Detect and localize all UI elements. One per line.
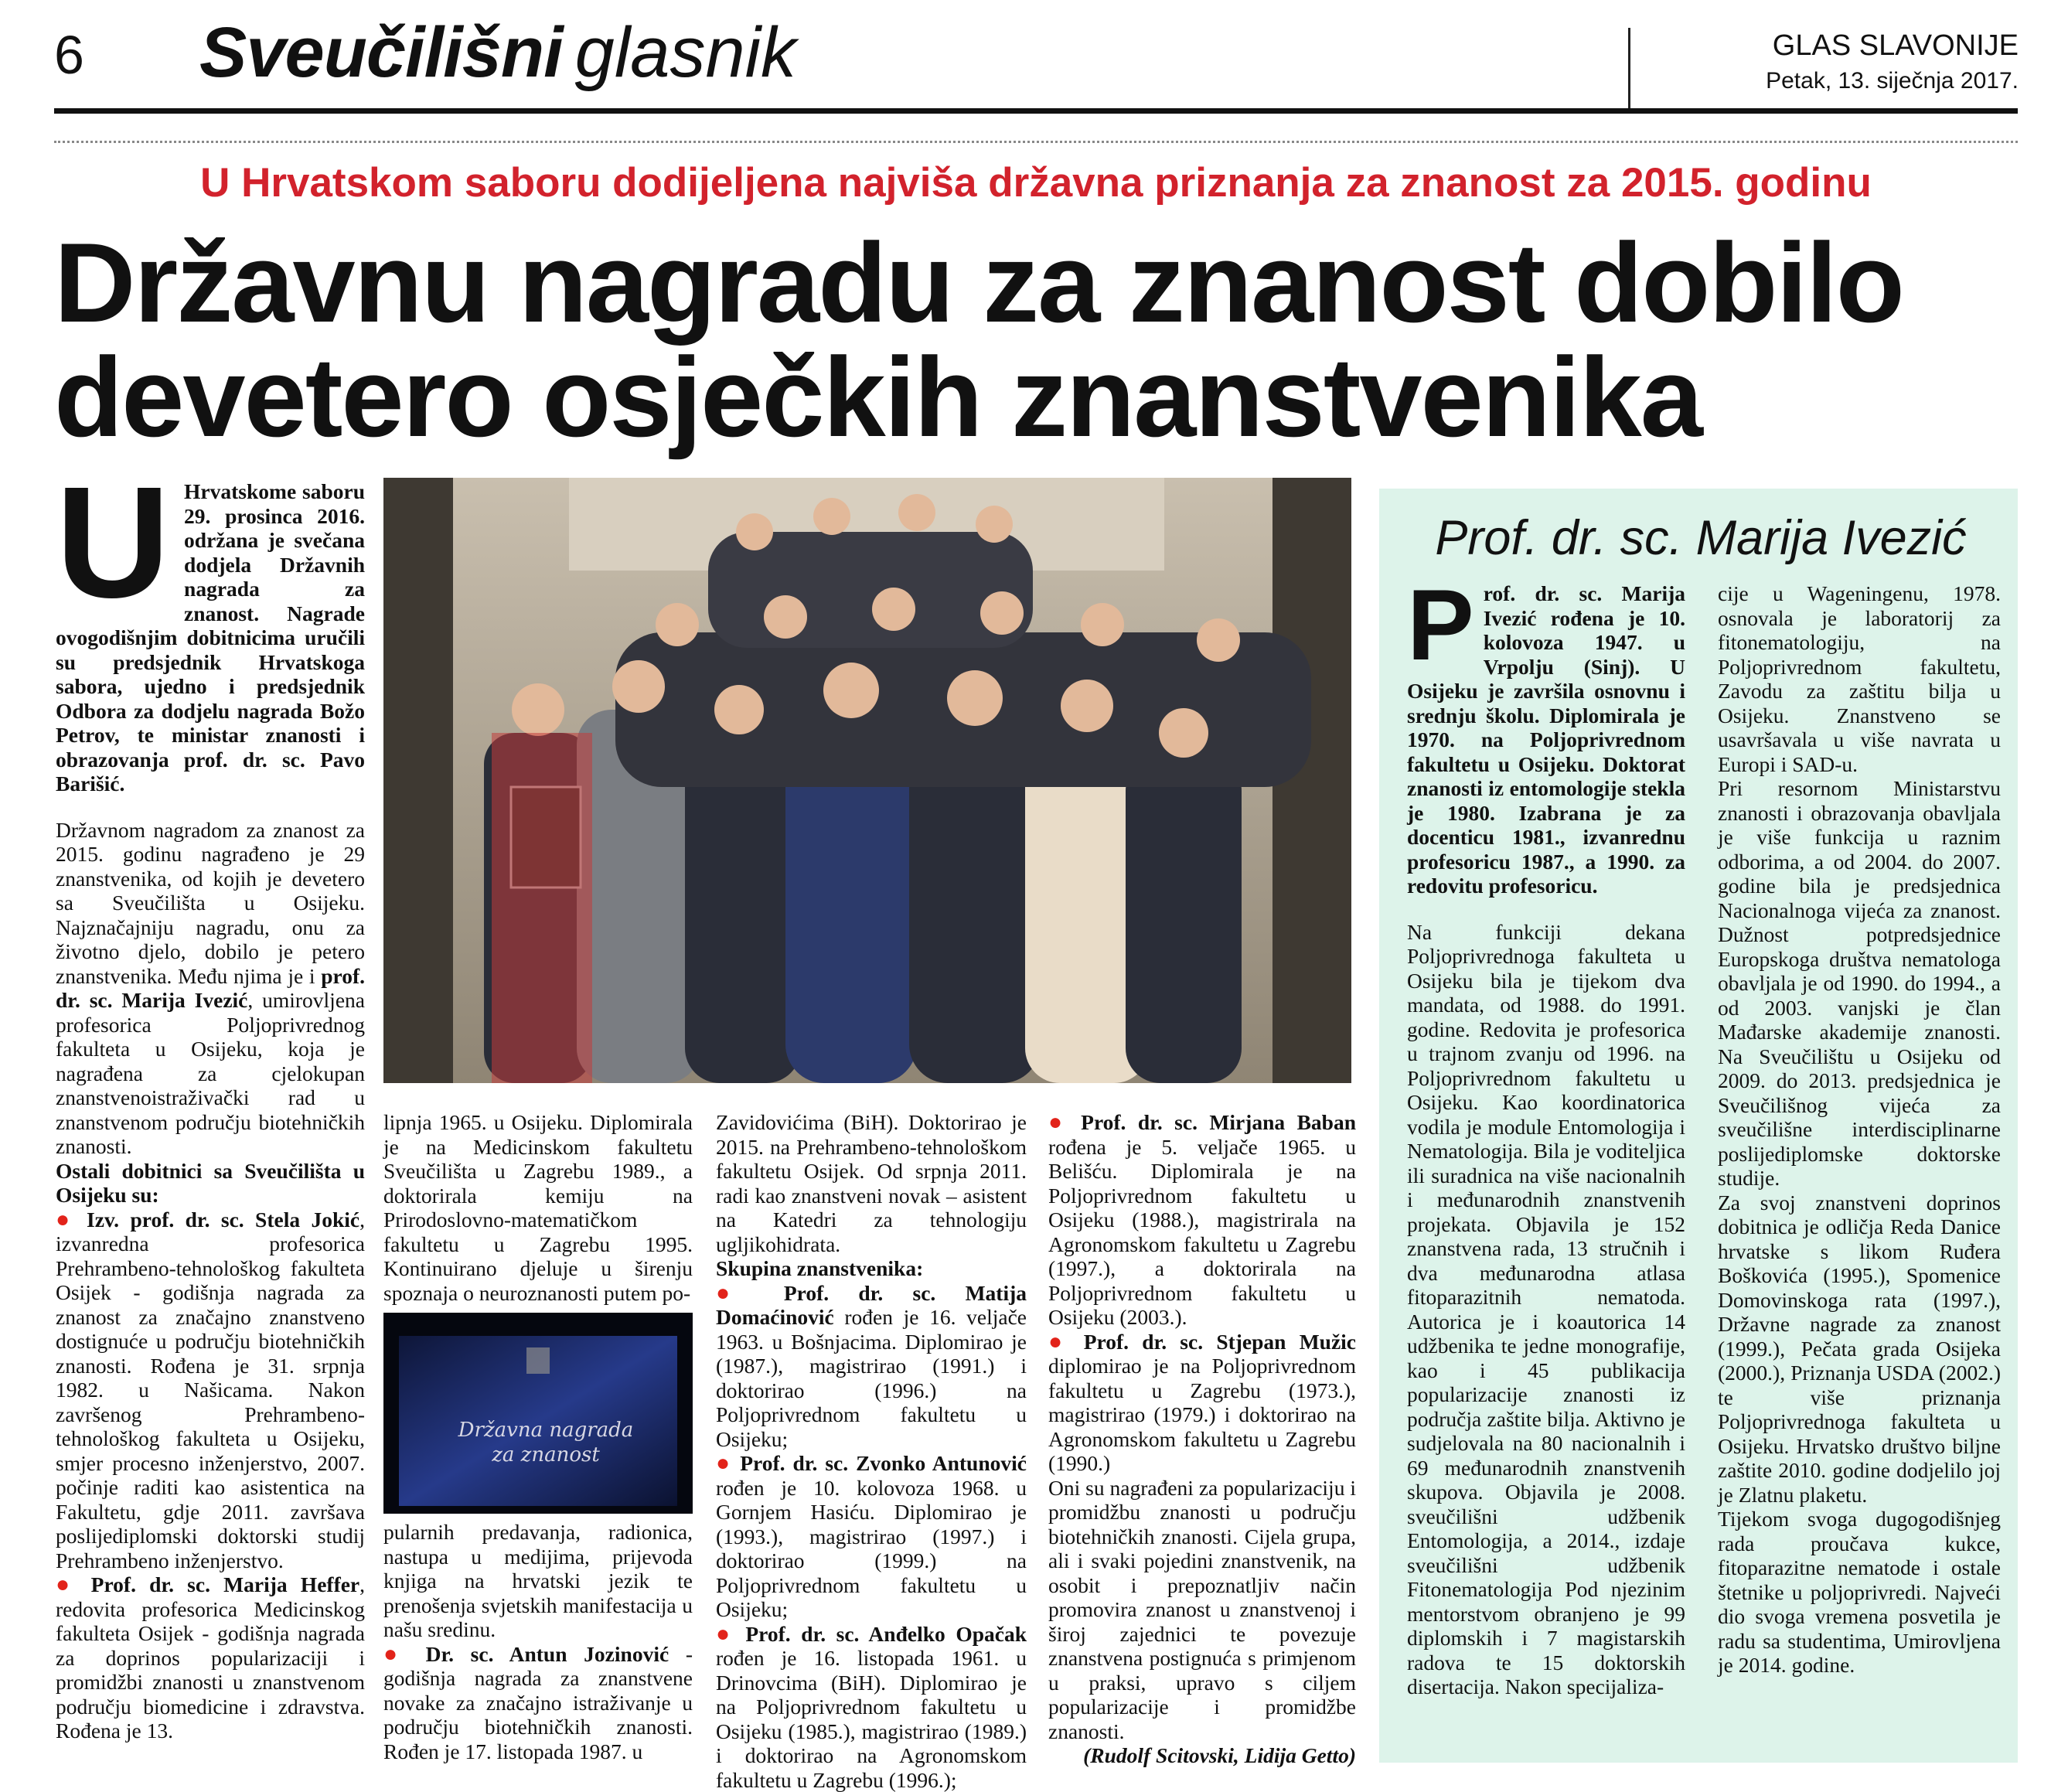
article-column-4	[1048, 1110, 1356, 1768]
article-column-3	[716, 1110, 1027, 1792]
sidebar-paragraph: Tijekom svoga dugogodišnjeg rada proučava kukce, fitoparazitne nematode i ostale štetnike u poljoprivredi. Najveći dio svoga vremena posvetila je radu sa studentima, Umirovljena je 2014. godine.	[1718, 1507, 2001, 1678]
sidebar-paragraph: cije u Wageningenu, 1978. osnovala je laboratorij za fitonematologiju, na Poljoprivrednom fakultetu, Zavodu za zaštitu bilja u Osijeku. Znanstveno se usavršavala u više navrata u Europi i SAD-u.	[1718, 581, 2001, 776]
kicker: U Hrvatskom saboru dodijeljena najviša državna priznanja za znanost za 2015. godinu	[54, 159, 2018, 206]
headline	[54, 226, 2018, 455]
section-title-light: glasnik	[575, 13, 796, 92]
body-paragraph: Državnom nagradom za znanost za 2015. godinu nagrađeno je 29 znanstvenika, od kojih je devetero sa Sveučilišta u Osijeku. Najznačajniju nagradu, onu za životno djelo, dobilo je petero znanstvenika. Među njima je i prof. dr. sc. Marija Ivezić, umirovljena profesorica Poljoprivrednog fakulteta u Osijeku, koja je nagrađena za cjelokupan znanstvenoistraživački rad u znanstvenom području biotehničkih znanosti.	[56, 818, 365, 1159]
article-column-2	[383, 1110, 693, 1305]
bullet-icon: ●	[383, 1641, 409, 1667]
winner-entry: ● Prof. dr. sc. Mirjana Baban rođena je 5. veljače 1965. u Belišću. Diplomirala je na Poljoprivrednom fakultetu u Osijeku (1988.), magistrirala na Agronomskom fakultetu u Zagrebu (1997.), a doktorirala na Poljoprivrednom fakultetu u Osijeku (2003.).	[1048, 1110, 1356, 1330]
newspaper-name: GLAS SLAVONIJE	[1773, 29, 2019, 63]
plaque-text-1: Državna nagrada	[458, 1419, 634, 1442]
author-credit: (Rudolf Scitovski, Lidija Getto)	[1048, 1743, 1356, 1768]
issue-date: Petak, 13. siječnja 2017.	[1766, 68, 2019, 94]
winner-entry: ● Prof. dr. sc. Zvonko Antunović rođen je 10. kolovoza 1968. u Gornjem Hasiću. Diplomirao je (1993.), magistrirao (1997.) i doktorirao (1999.) na Poljoprivrednom fakultetu u Osijeku;	[716, 1451, 1027, 1622]
sidebar-column-1	[1407, 581, 1685, 1699]
honoree-name: prof. dr. sc. Marija Ivezić	[56, 964, 365, 1013]
bullet-icon: ●	[56, 1207, 76, 1232]
winner-entry: ● Izv. prof. dr. sc. Stela Jokić, izvanredna profesorica Prehrambeno-tehnološkog fakulteta Osijek - godišnja nagrada za znanost za značajno znanstveno dostignuće u području biotehničkih znanosti. Rođena je 31. srpnja 1982. u Našicama. Nakon završenog Prehrambeno-tehnološkog fakulteta u Osijeku, smjer procesno inženjerstvo, 2007. počinje raditi kao asistentica na Fakultetu, gdje 2011. završava poslijediplomski doktorski studij Prehrambeno inženjerstvo.	[56, 1208, 365, 1573]
sidebar-paragraph: Na funkciji dekana Poljoprivrednoga fakulteta u Osijeku bila je tijekom dva mandata, od 1988. do 1991. godine. Redovita je profesorica u trajnom zvanju od 1996. na Poljoprivrednom fakultetu u Osijeku. Kao koordinatorica vodila je module Entomologija i Nematologija. Bila je voditeljica ili suradnica na više nacionalnih i međunarodnih znanstvenih projekata. Objavila je 152 znanstvena rada, 13 stručnih i dva međunarodna atlasa fitoparazitnih nematoda. Autorica je i koautorica 14 udžbenika te jedne monografije, kao i 45 publikacija popularizacije znanosti iz područja zaštite bilja. Aktivno je sudjelovala na 80 nacionalnih i 69 međunarodnih znanstvenih skupova. Objavila je 2008. sveučilišni udžbenik Entomologija, a 2014., izdaje sveučilišni udžbenik Fitonematologija Pod njezinim mentorstvom obranjeno je 99 diplomskih i 7 magistarskih radova te 15 doktorskih disertacija. Nakon specijaliza-	[1407, 920, 1685, 1699]
group-heading: Skupina znanstvenika:	[716, 1256, 1027, 1281]
bullet-icon: ●	[716, 1621, 735, 1647]
award-plaque-illustration	[383, 1313, 693, 1514]
headline-line-2: devetero osječkih znanstvenika	[54, 340, 2018, 455]
group-photo-illustration	[383, 478, 1351, 1083]
section-title	[199, 17, 796, 88]
winner-entry: ● Prof. dr. sc. Matija Domaćinović rođen je 16. veljače 1963. u Bošnjacima. Diplomirao je (1987.), magistrirao (1991.) i doktorirao (1996.) na Poljoprivrednom fakultetu u Osijeku;	[716, 1281, 1027, 1452]
award-plaque-photo	[383, 1313, 693, 1514]
bullet-icon: ●	[716, 1450, 732, 1476]
dotted-separator	[54, 141, 2018, 143]
sidebar-paragraph: Za svoj znanstveni doprinos dobitnica je odličja Reda Danice hrvatske s likom Ruđera Boškovića (1995.), Spomenice Domovinskoga rata (1997.), Državne nagrade za znanost (1999.), Pečata grada Osijeka (2000.), Priznanja USDA (2002.) te više priznanja Poljoprivrednoga fakulteta u Osijeku. Hrvatsko društvo biljne zaštite 2010. godine dodjelilo joj je Zlatnu plaketu.	[1718, 1191, 2001, 1508]
winner-entry: ● Prof. dr. sc. Anđelko Opačak rođen je 16. listopada 1961. u Drinovcima (BiH). Diplomirao je na Poljoprivrednom fakultetu u Osijeku (1985.), magistrirao (1989.) i doktorirao na Agronomskom fakultetu u Zagrebu (1996.);	[716, 1622, 1027, 1792]
sidebar-title: Prof. dr. sc. Marija Ivezić	[1392, 510, 2010, 566]
winner-entry: ● Prof. dr. sc. Stjepan Mužic diplomirao je na Poljoprivrednom fakultetu u Zagrebu (1973.), magistrirao (1979.) i doktorirao na Agronomskom fakultetu u Zagrebu (1990.)	[1048, 1330, 1356, 1476]
winner-entry: ● Dr. sc. Antun Jozinović - godišnja nagrada za znanstvene novake za značajno istraživanje u području biotehničkih znanosti. Rođen je 17. listopada 1987. u	[383, 1642, 693, 1764]
masthead-rule	[54, 108, 2018, 114]
group-photo	[383, 478, 1351, 1083]
body-paragraph: Zavidovićima (BiH). Doktorirao je 2015. na Prehrambeno-tehnološkom fakultetu Osijek. Od srpnja 2011. radi kao znanstveni novak – asistent na Katedri za tehnologiju ugljikohidrata.	[716, 1110, 1027, 1256]
bullet-icon: ●	[56, 1572, 77, 1597]
article-column-2-bottom	[383, 1520, 693, 1763]
sidebar-paragraph: Pri resornom Ministarstvu znanosti i obrazovanja obavljala je više funkcija u raznim odborima, a od 2004. do 2007. godine bila je predsjednica Nacionalnoga vijeća za znanost. Dužnost potpredsjednice Europskoga društva nematologa obavljala je od 1990. do 1994., a od 2003. vanjski je član Mađarske akademije znanosti. Na Sveučilištu u Osijeku od 2009. do 2013. predsjednica je Sveučilišnog vijeća za sveučilišne interdisciplinarne poslijediplomske doktorske studije.	[1718, 776, 2001, 1191]
body-paragraph: pularnih predavanja, radionica, nastupa u medijima, prijevoda knjiga na hrvatski jezik te prenošenja svjetskih manifestacija u našu sredinu.	[383, 1520, 693, 1642]
sidebar-lead: rof. dr. sc. Marija Ivezić rođena je 10. kolovoza 1947. u Vrpolju (Sinj). U Osijeku je završila osnovnu i srednju školu. Diplomirala je 1970. na Poljoprivrednom fakultetu u Osijeku. Doktorat znanosti iz entomologije stekla je 1980. Izabrana je za docenticu 1981., izvanrednu profesoricu 1987., a 1990. za redovitu profesoricu.	[1407, 581, 1685, 898]
plaque-text-2: za znanost	[491, 1443, 600, 1467]
sidebar-column-2	[1718, 581, 2001, 1678]
others-heading: Ostali dobitnici sa Sveučilišta u Osijeku su:	[56, 1159, 365, 1208]
winner-entry: ● Prof. dr. sc. Marija Heffer, redovita profesorica Medicinskog fakulteta Osijek - godišnja nagrada za doprinos popularizaciji i promidžbi znanosti u znanstvenom području biomedicine i zdravstva. Rođena je 13.	[56, 1572, 365, 1743]
bullet-icon: ●	[1048, 1109, 1069, 1135]
section-title-bold: Sveučilišni	[199, 13, 563, 92]
lead-paragraph: Hrvatskome saboru 29. prosinca 2016. održana je svečana dodjela Državnih nagrada za znanost. Nagrade ovogodišnjim dobitnicima uručili su predsjednik Hrvatskoga sabora, ujedno i predsjednik Odbora za dodjelu nagrada Božo Petrov, te ministar znanosti i obrazovanja prof. dr. sc. Pavo Barišić.	[56, 479, 365, 796]
bullet-icon: ●	[1048, 1329, 1070, 1354]
masthead-divider	[1628, 28, 1630, 111]
sidebar-drop-cap: P	[1407, 584, 1474, 665]
body-paragraph: Oni su nagrađeni za popularizaciju i promidžbu znanosti u području biotehničkih znanosti. Cijela grupa, ali i svaki pojedini znanstvenik, na osobit i prepoznatljiv način promovira znanost u znanstvenoj i široj zajednici te povezuje znanstvena postignuća s primjenom u praksi, upravo s ciljem popularizacije i promidžbe znanosti.	[1048, 1476, 1356, 1744]
drop-cap: U	[56, 481, 170, 605]
page-number: 6	[54, 28, 84, 82]
headline-line-1: Državnu nagradu za znanost dobilo	[54, 226, 2018, 340]
bullet-icon: ●	[716, 1280, 755, 1306]
lead-column	[56, 479, 365, 1743]
body-paragraph: lipnja 1965. u Osijeku. Diplomirala je na Medicinskom fakultetu Sveučilišta u Zagrebu 1989., a doktorirala kemiju na Prirodoslovno-matematičkom fakultetu u Zagrebu 1995. Kontinuirano djeluje u širenju spoznaja o neuroznanosti putem po-	[383, 1110, 693, 1305]
